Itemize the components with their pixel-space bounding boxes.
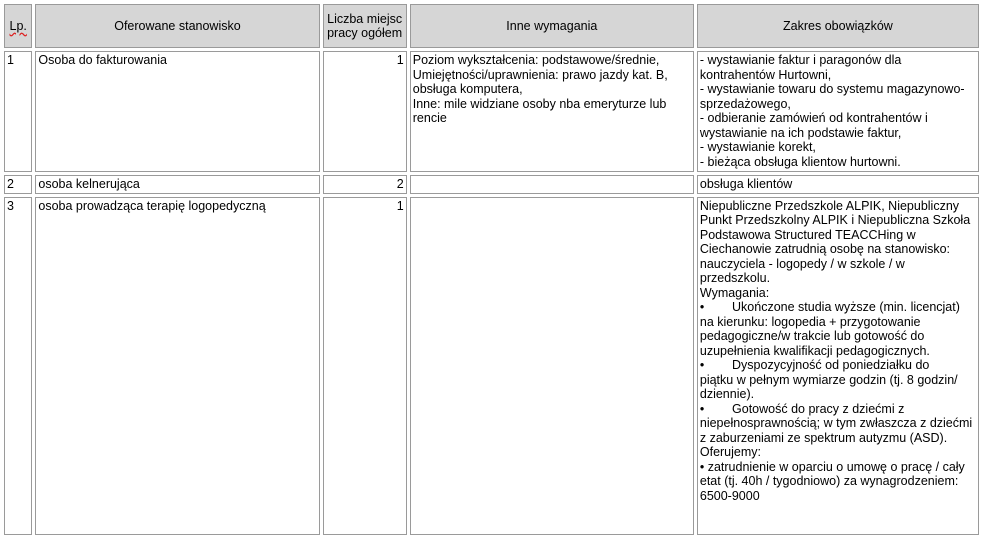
cell-count[interactable]: 1	[323, 197, 407, 535]
cell-lp[interactable]: 1	[4, 51, 32, 172]
cell-lp[interactable]: 3	[4, 197, 32, 535]
cell-position[interactable]: osoba prowadząca terapię logopedyczną	[35, 197, 319, 535]
cell-duties[interactable]: obsługa klientów	[697, 175, 979, 194]
cell-duties[interactable]: - wystawianie faktur i paragonów dla kontrahentów Hurtowni, - wystawianie towaru do systemu magazynowo- sprzedażowego, - odbieranie zamówień od kontrahentów i wystawianie na ich podstawie faktur, - wystawianie korekt, - bieżąca obsługa klientow hurtowni.	[697, 51, 979, 172]
cell-requirements[interactable]	[410, 197, 694, 535]
header-lp: Lp.	[4, 4, 32, 48]
table-row	[4, 51, 979, 172]
header-position: Oferowane stanowisko	[35, 4, 319, 48]
cell-position[interactable]: osoba kelnerująca	[35, 175, 319, 194]
header-row	[4, 4, 979, 48]
table-row	[4, 175, 979, 194]
job-offers-table	[1, 1, 982, 538]
header-count: Liczba miejsc pracy ogółem	[323, 4, 407, 48]
cell-duties[interactable]: Niepubliczne Przedszkole ALPIK, Niepubliczny Punkt Przedszkolny ALPIK i Niepubliczna Szkoła Podstawowa Structured TEACCHing w Ciechanowie zatrudnią osobę na stanowisko: nauczyciela - logopedy / w szkole / w przedszkolu. Wymagania: • Ukończone studia wyższe (min. licencjat) na kierunku: logopedia + przygotowanie pedagogiczne/w trakcie lub gotowość do uzupełnienia kwalifikacji pedagogicznych. • Dyspozycyjność od poniedziałku do piątku w pełnym wymiarze godzin (tj. 8 godzin/ dziennie). • Gotowość do pracy z dziećmi z niepełnosprawnością; w tym zwłaszcza z dziećmi z zaburzeniami ze spektrum autyzmu (ASD). Oferujemy: • zatrudnienie w oparciu o umowę o pracę / cały etat (tj. 40h / tygodniowo) za wynagrodzeniem: 6500-9000	[697, 197, 979, 535]
cell-count[interactable]: 1	[323, 51, 407, 172]
cell-count[interactable]: 2	[323, 175, 407, 194]
header-requirements: Inne wymagania	[410, 4, 694, 48]
cell-requirements[interactable]: Poziom wykształcenia: podstawowe/średnie, Umiejętności/uprawnienia: prawo jazdy kat. B, obsługa komputera, Inne: mile widziane osoby nba emeryturze lub rencie	[410, 51, 694, 172]
cell-lp[interactable]: 2	[4, 175, 32, 194]
cell-position[interactable]: Osoba do fakturowania	[35, 51, 319, 172]
cell-requirements[interactable]	[410, 175, 694, 194]
header-duties: Zakres obowiązków	[697, 4, 979, 48]
table-row	[4, 197, 979, 535]
